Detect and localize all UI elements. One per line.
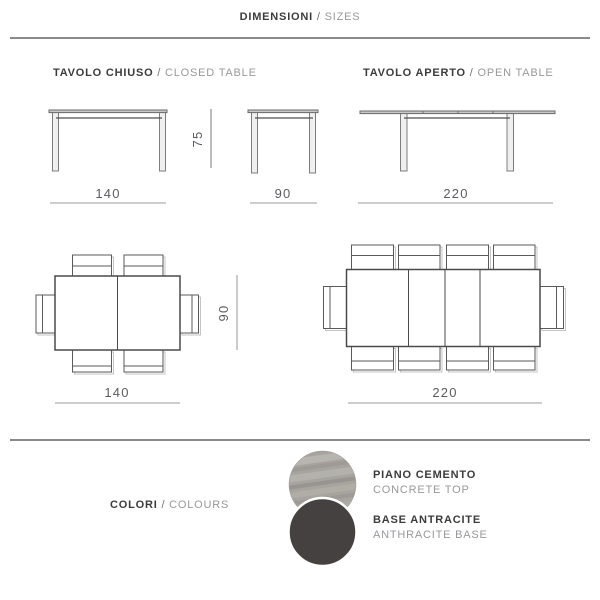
chair-bottom-left — [73, 350, 112, 372]
open-top-width-label: 220 — [432, 385, 458, 400]
page-title-english: SIZES — [324, 11, 361, 23]
open-heading-separator: / — [469, 67, 474, 79]
anthracite-swatch-label — [373, 513, 488, 543]
concrete-label-italian: PIANO CEMENTO — [373, 469, 477, 481]
closed-table-front-view — [49, 109, 211, 203]
bottom-divider — [10, 439, 590, 441]
chair-right — [540, 287, 564, 329]
side-depth-label: 90 — [274, 186, 292, 201]
colours-heading-separator: / — [161, 499, 166, 511]
chair-top-4 — [494, 245, 536, 270]
chair-bottom-1 — [352, 347, 394, 371]
open-front-width-label: 220 — [443, 186, 469, 201]
closed-table-side-view — [248, 110, 318, 203]
chair-left — [36, 295, 55, 333]
chair-bottom-3 — [447, 347, 489, 371]
open-table-front-view — [358, 111, 555, 204]
chair-bottom-2 — [399, 347, 441, 371]
closed-table-top-view — [36, 255, 237, 403]
chair-bottom-right — [124, 350, 163, 372]
chair-top-1 — [352, 245, 394, 270]
closed-heading-separator: / — [157, 67, 162, 79]
open-heading-english: OPEN TABLE — [477, 67, 554, 79]
chair-top-right — [124, 255, 163, 276]
colours-heading-italian: COLORI — [110, 499, 158, 511]
open-table-top-view — [324, 245, 566, 403]
chair-top-3 — [447, 245, 489, 270]
closed-heading-italian: TAVOLO CHIUSO — [53, 67, 154, 79]
closed-front-width-label: 140 — [95, 186, 121, 201]
anthracite-label-italian: BASE ANTRACITE — [373, 514, 481, 526]
page-title-separator: / — [316, 11, 321, 23]
concrete-label-english: CONCRETE TOP — [373, 484, 470, 496]
open-tabletop — [347, 270, 541, 347]
chair-bottom-4 — [494, 347, 536, 371]
open-heading-italian: TAVOLO APERTO — [363, 67, 466, 79]
chair-top-2 — [399, 245, 441, 270]
anthracite-label-english: ANTHRACITE BASE — [373, 529, 488, 541]
colours-heading-english: COLOURS — [169, 499, 230, 511]
closed-top-depth-label: 90 — [216, 304, 231, 322]
height-label: 75 — [190, 130, 205, 148]
chair-top-left — [73, 255, 112, 276]
concrete-swatch-label — [373, 468, 476, 498]
page-title-italian: DIMENSIONI — [239, 11, 314, 23]
anthracite-swatch-circle — [289, 498, 357, 566]
colours-heading — [110, 499, 229, 511]
chair-left — [324, 287, 347, 329]
closed-top-width-label: 140 — [104, 385, 130, 400]
closed-heading-english: CLOSED TABLE — [165, 67, 257, 79]
chair-right — [180, 295, 199, 333]
